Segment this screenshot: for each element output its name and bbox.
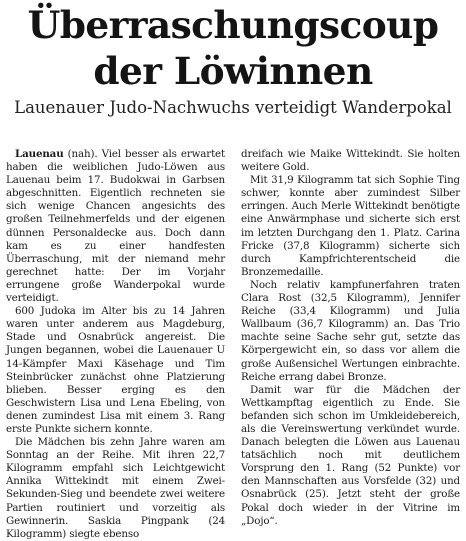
paragraph: 600 Judoka im Alter bis zu 14 Jahren waren unter anderem aus Magdeburg, Stade und Osnabrück angereist. Die Jungen begannen, wobei die Lauenauer U 14-Kämpfer Maxi Käsehage und Tim Steinbrücker zunächst ohne Platzierung blieben. Besser erging es den Geschwistern Lisa und Lena Ebeling, von denen zumindest Lisa mit einem 3. Rang erste Punkte sichern konnte.	[6, 305, 225, 435]
paragraph	[6, 148, 225, 305]
column-left	[6, 148, 225, 541]
paragraph: Mit 31,9 Kilogramm tat sich Sophie Ting schwer, konnte aber zumindest Silber erringen. Auch Merle Wittekindt benötigte eine Anwärmphase und sicherte sich erst im letzten Durchgang den 1. Platz. Carina Fricke (37,8 Kilogramm) sicherte sich durch Kampfrichterentscheid die Bronzemedaille.	[241, 174, 460, 278]
paragraph: dreifach wie Maike Wittekindt. Sie holten weitere Gold.	[241, 148, 460, 174]
subheadline: Lauenauer Judo-Nachwuchs verteidigt Wanderpokal	[14, 98, 452, 117]
paragraph: Damit war für die Mädchen der Wettkampftag eigentlich zu Ende. Sie befanden sich schon im Umkleidebereich, als die Vereinswertung verkündet wurde. Danach belegten die Löwen aus Lauenau tatsächlich noch mit deutlichem Vorsprung den 1. Rang (52 Punkte) vor den Mannschaften aus Vorsfelde (32) und Osnabrück (25). Jetzt steht der große Pokal doch wieder in der Vitrine im „Dojo“.	[241, 383, 460, 527]
dateline: Lauenau	[15, 148, 64, 160]
headline-line-1: Überraschungscoup	[27, 3, 439, 47]
column-right	[241, 148, 460, 541]
paragraph: Noch relativ kampfunerfahren traten Clara Rost (32,5 Kilogramm), Jennifer Reiche (33,4 Kilogramm) und Julia Wallbaum (36,7 Kilogramm) an. Das Trio machte seine Sache sehr gut, setzte das Körpergewicht ein, so dass vor allem die große Außensichel Wertungen einbrachte. Reiche errang dabei Bronze.	[241, 278, 460, 383]
headline	[0, 0, 466, 94]
paragraph-text: (nah). Viel besser als erwartet haben die weiblichen Judo-Löwen aus Lauenau beim 17. Budokwai in Garbsen abgeschnitten. Eigentlich rechneten sie sich wenige Chancen angesichts des großen Teilnehmerfelds und der eigenen dünnen Personaldecke aus. Doch dann kam es zu einer handfesten Überraschung, mit der niemand mehr gerechnet hatte: Der im Vorjahr errungene große Wanderpokal wurde verteidigt.	[6, 148, 225, 305]
headline-line-2: der Löwinnen	[93, 49, 373, 93]
article-body	[6, 148, 460, 541]
paragraph: Die Mädchen bis zehn Jahre waren am Sonntag an der Reihe. Mit ihren 22,7 Kilogramm empfahl sich Leichtgewicht Annika Wittekindt mit einem Zwei-Sekunden-Sieg und beendete zwei weitere Partien routiniert und vorzeitig als Gewinnerin. Saskia Pingpank (24 Kilogramm) siegte ebenso	[6, 436, 225, 540]
